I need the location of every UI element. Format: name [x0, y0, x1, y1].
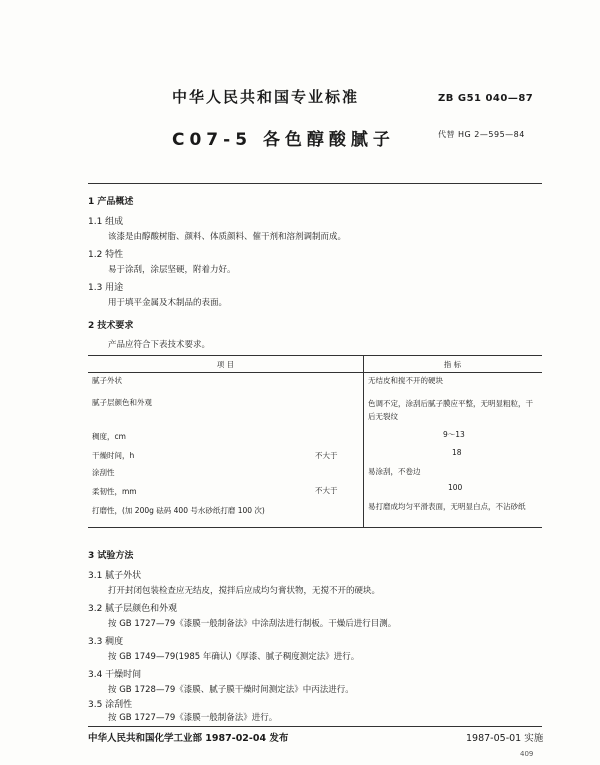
section-3-1-title: 3.1 腻子外状 — [88, 571, 142, 581]
table-bottom-border — [88, 527, 542, 528]
table-header-row — [88, 356, 542, 373]
section-3-4-text: 按 GB 1728—79《漆膜、腻子膜干燥时间测定法》中丙法进行。 — [108, 685, 354, 695]
row-item-consistency: 稠度，cm — [92, 432, 126, 441]
effective-date: 1987-05-01 实施 — [466, 733, 544, 744]
row-item-sanding: 打磨性，(加 200g 砝码 400 号水砂纸打磨 100 次) — [92, 506, 265, 515]
row-item-scraping: 涂刮性 — [92, 468, 115, 477]
row-item-drying-time: 干燥时间，h — [92, 451, 135, 460]
row-value-scraping: 易涂刮，不卷边 — [368, 467, 421, 476]
row-limit-flexibility: 不大于 — [315, 486, 338, 495]
technical-requirements-table — [88, 355, 542, 373]
row-item-putty-appearance: 腻子外状 — [92, 376, 122, 385]
section-1-1-text: 该漆是由醇酸树脂、颜料、体质颜料、催干剂和溶剂调制而成。 — [108, 232, 347, 242]
section-3-2-text: 按 GB 1727—79《漆膜一般制备法》中涂刮法进行制板。干燥后进行目测。 — [108, 619, 397, 629]
row-value-consistency: 9～13 — [443, 430, 465, 439]
section-3-title: 3 试验方法 — [88, 551, 134, 561]
section-1-2-title: 1.2 特性 — [88, 250, 124, 260]
section-3-4-title: 3.4 干燥时间 — [88, 670, 142, 680]
row-value-drying-time: 18 — [452, 448, 462, 457]
row-limit-drying-time: 不大于 — [315, 451, 338, 460]
row-value-putty-appearance: 无结皮和搅不开的硬块 — [368, 376, 443, 385]
page-number: 409 — [520, 750, 534, 758]
section-1-3-text: 用于填平金属及木制品的表面。 — [108, 298, 228, 308]
section-3-3-title: 3.3 稠度 — [88, 637, 124, 647]
section-3-2-title: 3.2 腻子层颜色和外观 — [88, 604, 178, 614]
section-2-intro: 产品应符合下表技术要求。 — [108, 340, 211, 350]
section-3-5-text: 按 GB 1727—79《漆膜一般制备法》进行。 — [108, 713, 278, 723]
section-2-title: 2 技术要求 — [88, 321, 134, 331]
header-index: 指 标 — [363, 356, 542, 373]
row-value-color-appearance: 色调不定，涂刮后腻子膜应平整，无明显粗粒，干后无裂纹 — [368, 399, 533, 421]
header-divider — [88, 183, 542, 184]
section-3-3-text: 按 GB 1749—79(1985 年确认)《厚漆、腻子稠度测定法》进行。 — [108, 652, 360, 662]
section-1-2-text: 易于涂刮，涂层坚硬，附着力好。 — [108, 265, 236, 275]
standard-category-title: 中华人民共和国专业标准 — [172, 88, 360, 106]
section-1-title: 1 产品概述 — [88, 197, 134, 207]
section-3-5-title: 3.5 涂刮性 — [88, 700, 133, 710]
row-value-flexibility: 100 — [448, 483, 463, 492]
product-title: C07-5 各色醇酸腻子 — [172, 130, 395, 150]
section-1-1-title: 1.1 组成 — [88, 217, 124, 227]
replaces-standard: 代替 HG 2—595—84 — [438, 130, 525, 139]
row-value-sanding: 易打磨成均匀平滑表面，无明显白点，不沾砂纸 — [368, 502, 526, 511]
header-item: 项 目 — [88, 356, 363, 373]
section-3-1-text: 打开封闭包装检查应无结皮，搅拌后应成均匀膏状物，无搅不开的硬块。 — [108, 586, 381, 596]
row-item-flexibility: 柔韧性，mm — [92, 487, 137, 496]
footer-divider — [88, 726, 542, 727]
table-column-divider — [363, 355, 364, 527]
row-item-color-appearance: 腻子层颜色和外观 — [92, 398, 152, 407]
issued-by: 中华人民共和国化学工业部 1987-02-04 发布 — [88, 733, 289, 744]
standard-code: ZB G51 040—87 — [438, 93, 534, 104]
section-1-3-title: 1.3 用途 — [88, 283, 124, 293]
